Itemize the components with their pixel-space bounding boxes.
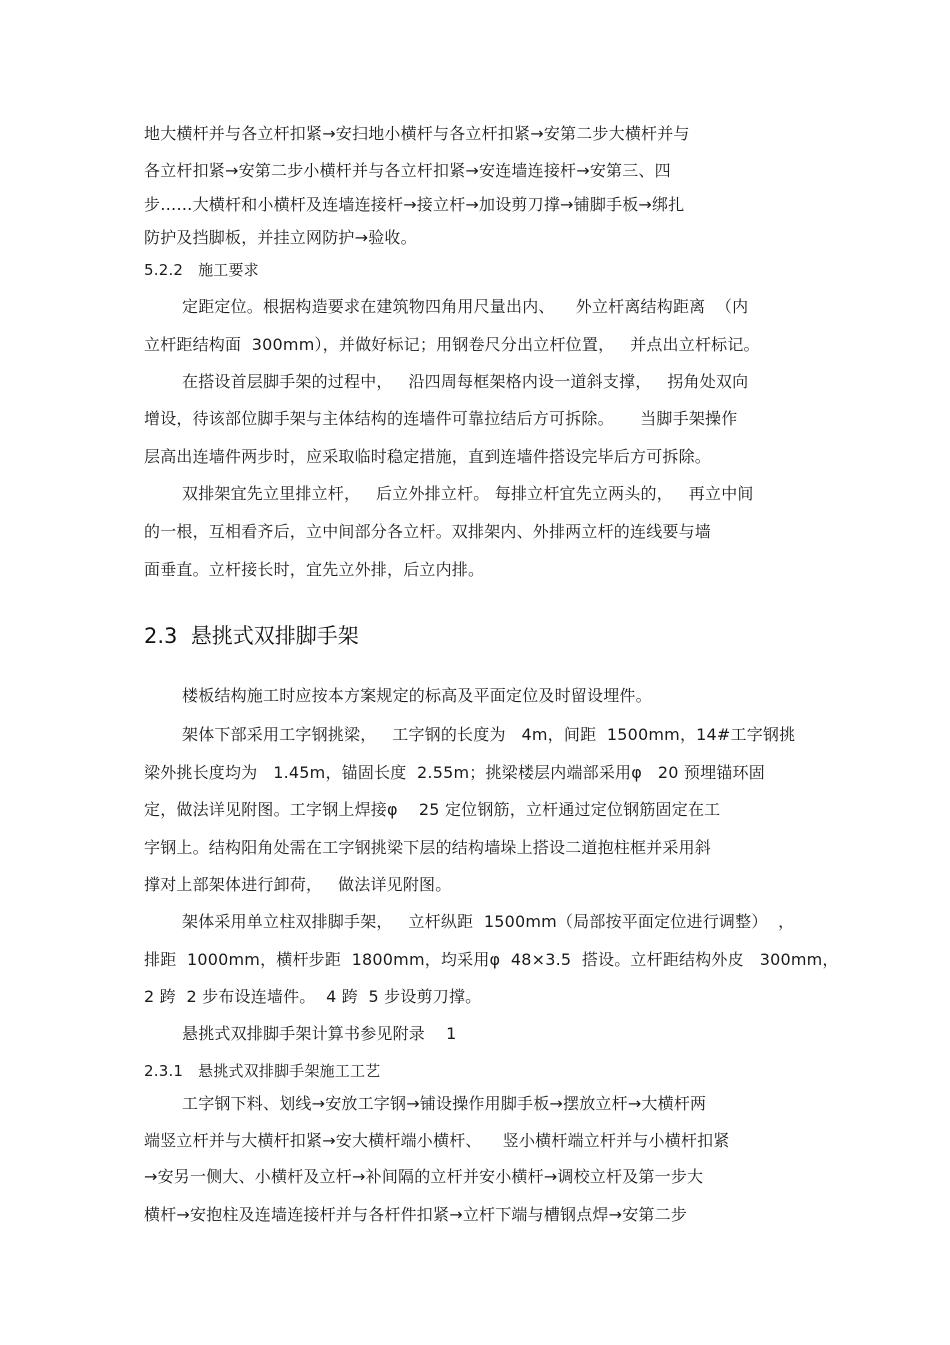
calc-reference-line: 悬挑式双排脚手架计算书参见附录 1	[182, 1024, 457, 1043]
ibeam-line-4: 字钢上。结构阳角处需在工字钢挑梁下层的结构墙垛上搭设二道抱柱框并采用斜	[144, 838, 712, 857]
positioning-line-2: 立杆距结构面 300mm），并做好标记；用钢卷尺分出立杆位置， 并点出立杆标记。	[144, 335, 760, 354]
overhang-process-line-2: 端竖立杆并与大横杆扣紧→安大横杆端小横杆、 竖小横杆端立杆并与小横杆扣紧	[144, 1131, 730, 1150]
section-heading-2-3: 2.3 悬挑式双排脚手架	[144, 624, 359, 648]
section-heading-2-3-1: 2.3.1 悬挑式双排脚手架施工工艺	[144, 1062, 381, 1080]
frame-line-3: 2 跨 2 步布设连墙件。 4 跨 5 步设剪刀撑。	[144, 987, 482, 1006]
process-line-2: 各立杆扣紧→安第二步小横杆并与各立杆扣紧→安连墙连接杆→安第三、四	[144, 161, 671, 180]
first-floor-line-2: 增设，待该部位脚手架与主体结构的连墙件可靠拉结后方可拆除。 当脚手架操作	[144, 409, 738, 428]
ibeam-line-1: 架体下部采用工字钢挑梁， 工字钢的长度为 4m，间距 1500mm，14#工字钢挑	[182, 725, 796, 744]
frame-line-1: 架体采用单立柱双排脚手架， 立杆纵距 1500mm（局部按平面定位进行调整） ，	[182, 912, 795, 931]
section-heading-5-2-2: 5.2.2 施工要求	[144, 261, 259, 279]
embed-line-1: 楼板结构施工时应按本方案规定的标高及平面定位及时留设埋件。	[182, 686, 652, 705]
overhang-process-line-3: →安另一侧大、小横杆及立杆→补间隔的立杆并安小横杆→调校立杆及第一步大	[144, 1167, 704, 1186]
frame-line-2: 排距 1000mm，横杆步距 1800mm，均采用φ 48×3.5 搭设。立杆距结构外皮 300mm，	[144, 950, 839, 969]
overhang-process-line-4: 横杆→安抱柱及连墙连接杆并与各杆件扣紧→立杆下端与槽钢点焊→安第二步	[144, 1205, 688, 1224]
double-row-line-3: 面垂直。立杆接长时，宜先立外排，后立内排。	[144, 560, 485, 579]
first-floor-line-1: 在搭设首层脚手架的过程中， 沿四周每框架格内设一道斜支撑， 拐角处双向	[182, 372, 749, 391]
first-floor-line-3: 层高出连墙件两步时，应采取临时稳定措施，直到连墙件搭设完毕后方可拆除。	[144, 447, 712, 466]
ibeam-line-5: 撑对上部架体进行卸荷， 做法详见附图。	[144, 875, 452, 894]
process-line-3: 步……大横杆和小横杆及连墙连接杆→接立杆→加设剪刀撑→铺脚手板→绑扎	[144, 195, 685, 214]
double-row-line-2: 的一根，互相看齐后，立中间部分各立杆。双排架内、外排两立杆的连线要与墙	[144, 522, 712, 541]
positioning-line-1: 定距定位。根据构造要求在建筑物四角用尺量出内、 外立杆离结构距离 （内	[182, 297, 749, 316]
double-row-line-1: 双排架宜先立里排立杆， 后立外排立杆。 每排立杆宜先立两头的， 再立中间	[182, 484, 754, 503]
process-line-1: 地大横杆并与各立杆扣紧→安扫地小横杆与各立杆扣紧→安第二步大横杆并与	[144, 124, 690, 143]
overhang-process-line-1: 工字钢下料、划线→安放工字钢→铺设操作用脚手板→摆放立杆→大横杆两	[182, 1094, 707, 1113]
ibeam-line-3: 定，做法详见附图。工字钢上焊接φ 25 定位钢筋，立杆通过定位钢筋固定在工	[144, 800, 721, 819]
process-line-4: 防护及挡脚板，并挂立网防护→验收。	[144, 228, 417, 247]
ibeam-line-2: 梁外挑长度均为 1.45m，锚固长度 2.55m；挑梁楼层内端部采用φ 20 预埋锚环固	[144, 763, 765, 782]
